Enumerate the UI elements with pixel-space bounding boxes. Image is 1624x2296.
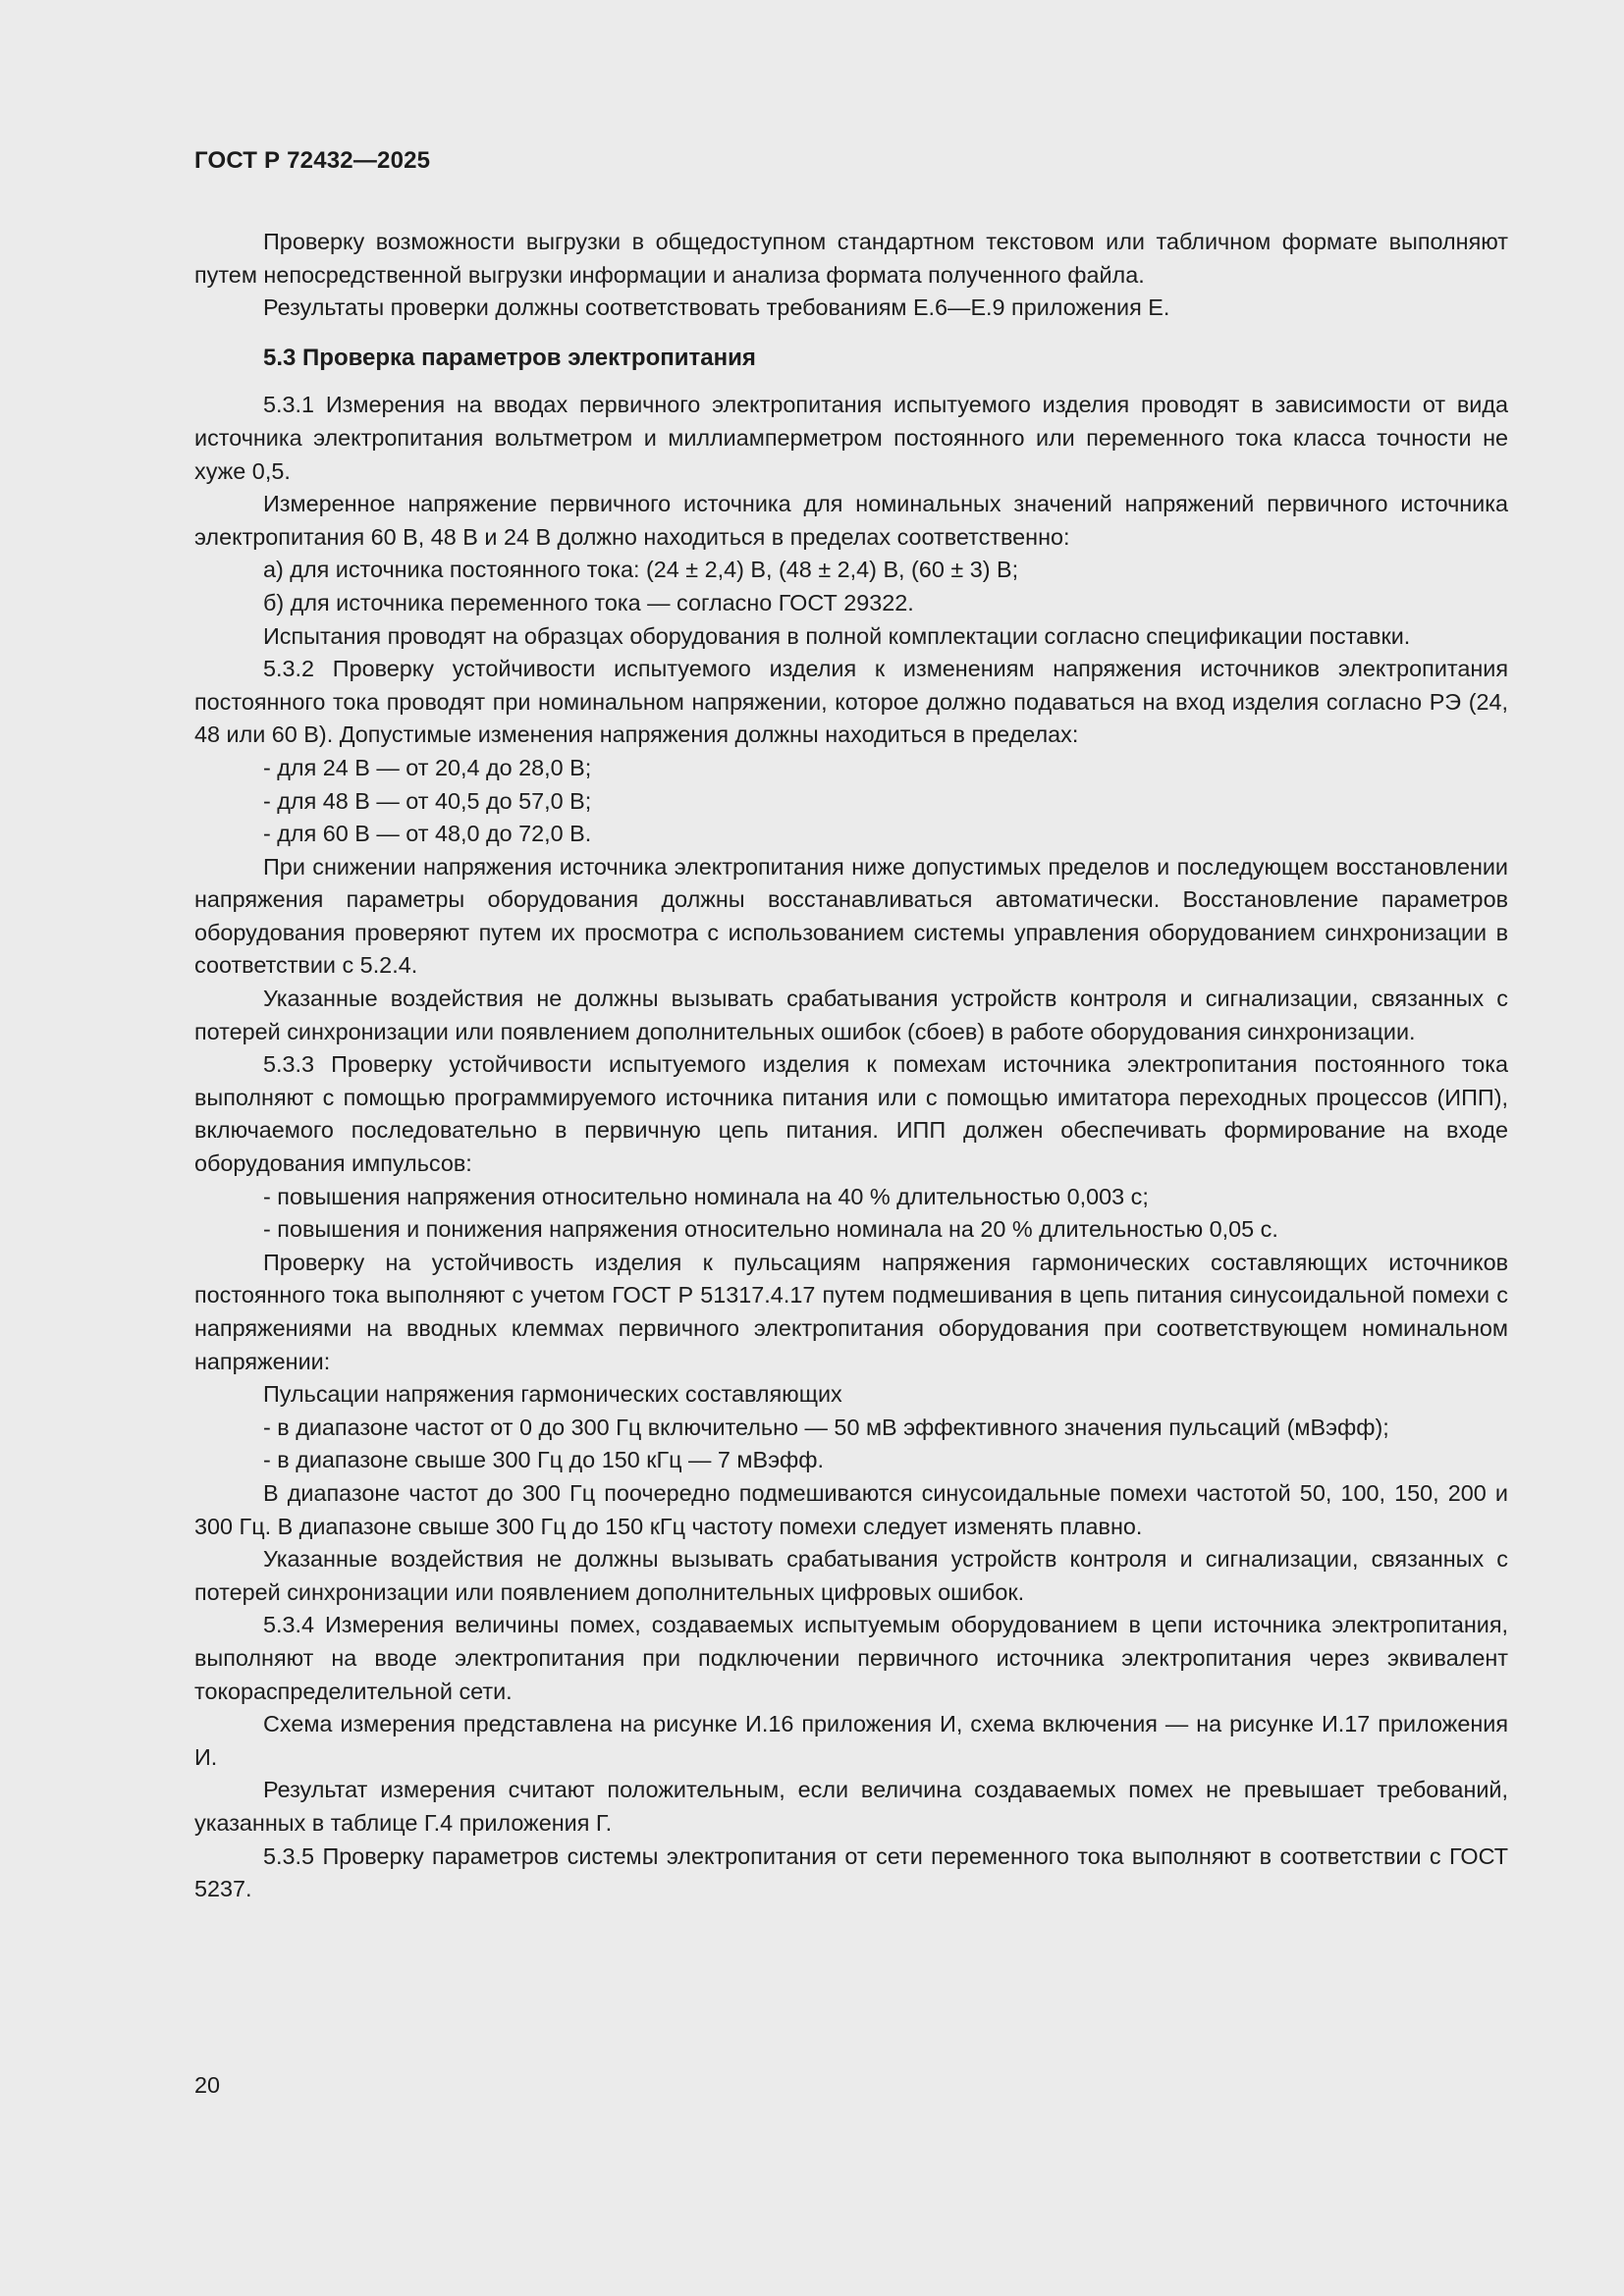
page-number: 20 xyxy=(194,2072,221,2098)
paragraph-5-3-2: 5.3.2 Проверку устойчивости испытуемого изделия к изменениям напряжения источников электропитания постоянного тока проводят при номинальном напряжении, которое должно подаваться на вход изделия согласно РЭ (24, 48 или 60 В). Допустимые изменения напряжения должны находиться в пределах: xyxy=(194,656,1508,748)
paragraph-effects-2: Указанные воздействия не должны вызывать срабатывания устройств контроля и сигнализации, связанных с потерей синхронизации или появлением дополнительных цифровых ошибок. xyxy=(194,1546,1508,1605)
paragraph-5-3-5: 5.3.5 Проверку параметров системы электропитания от сети переменного тока выполняют в соответствии с ГОСТ 5237. xyxy=(194,1842,1508,1902)
list-item-60v: - для 60 В — от 48,0 до 72,0 В. xyxy=(263,821,592,847)
paragraph-5-3-1: 5.3.1 Измерения на вводах первичного электропитания испытуемого изделия проводят в зависимости от вида источника электропитания вольтметром и миллиамперметром постоянного или переменного тока класса точности не хуже 0,5. xyxy=(194,392,1508,484)
section-heading-5-3: 5.3 Проверка параметров электропитания xyxy=(263,344,756,371)
paragraph-export-check: Проверку возможности выгрузки в общедоступном стандартном текстовом или табличном формате выполняют путем непосредственной выгрузки информации и анализа формата полученного файла. xyxy=(194,229,1508,288)
paragraph-harmonic: Пульсации напряжения гармонических составляющих xyxy=(263,1381,842,1408)
list-item-24v: - для 24 В — от 20,4 до 28,0 В; xyxy=(263,754,592,780)
list-item-b: б) для источника переменного тока — согласно ГОСТ 29322. xyxy=(263,589,914,615)
paragraph-scheme: Схема измерения представлена на рисунке И.16 приложения И, схема включения — на рисунке И.17 приложения И. xyxy=(194,1711,1508,1770)
list-item-48v: - для 48 В — от 40,5 до 57,0 В; xyxy=(263,787,592,814)
paragraph-5-3-3: 5.3.3 Проверку устойчивости испытуемого изделия к помехам источника электропитания постоянного тока выполняют с помощью программируемого источника питания или с помощью имитатора переходных процессов (ИПП), включаемого последовательно в первичную цепь питания. ИПП должен обеспечивать формирование на входе оборудования импульсов: xyxy=(194,1051,1508,1177)
document-page xyxy=(194,0,1508,2296)
list-item-range-150khz: - в диапазоне свыше 300 Гц до 150 кГц — 7 мВэфф. xyxy=(263,1447,825,1473)
list-item-pulse-40: - повышения напряжения относительно номинала на 40 % длительностью 0,003 с; xyxy=(263,1183,1149,1209)
paragraph-result: Результат измерения считают положительным, если величина создаваемых помех не превышает требований, указанных в таблице Г.4 приложения Г. xyxy=(194,1777,1508,1836)
paragraph-5-3-4: 5.3.4 Измерения величины помех, создаваемых испытуемым оборудованием в цепи источника электропитания, выполняют на вводе электропитания при подключении первичного источника электропитания через эквивалент токораспределительной сети. xyxy=(194,1612,1508,1704)
paragraph-tests: Испытания проводят на образцах оборудования в полной комплектации согласно спецификации поставки. xyxy=(263,622,1411,649)
paragraph-pulsation: Проверку на устойчивость изделия к пульсациям напряжения гармонических составляющих источников постоянного тока выполняют с учетом ГОСТ Р 51317.4.17 путем подмешивания в цепь питания синусоидальной помехи с напряжениями на вводных клеммах первичного электропитания оборудования при соответствующем номинальном напряжении: xyxy=(194,1249,1508,1374)
list-item-pulse-20: - повышения и понижения напряжения относительно номинала на 20 % длительностью 0,05 с. xyxy=(263,1216,1278,1243)
paragraph-frequencies: В диапазоне частот до 300 Гц поочередно подмешиваются синусоидальные помехи частотой 50, 100, 150, 200 и 300 Гц. В диапазоне свыше 300 Гц до 150 кГц частоту помехи следует изменять плавно. xyxy=(194,1479,1508,1539)
paragraph-effects-1: Указанные воздействия не должны вызывать срабатывания устройств контроля и сигнализации, связанных с потерей синхронизации или появлением дополнительных ошибок (сбоев) в работе оборудования синхронизации. xyxy=(194,986,1508,1044)
document-header: ГОСТ Р 72432—2025 xyxy=(194,147,431,174)
list-item-range-300hz: - в диапазоне частот от 0 до 300 Гц включительно — 50 мВ эффективного значения пульсаций (мВэфф); xyxy=(263,1414,1389,1440)
paragraph-voltage-drop: При снижении напряжения источника электропитания ниже допустимых пределов и последующем восстановлении напряжения параметры оборудования должны восстанавливаться автоматически. Восстановление параметров оборудования проверяют путем их просмотра с использованием системы управления оборудованием синхронизации в соответствии с 5.2.4. xyxy=(194,853,1508,979)
document-body xyxy=(194,226,1508,1906)
list-item-a: а) для источника постоянного тока: (24 ± 2,4) В, (48 ± 2,4) В, (60 ± 3) В; xyxy=(263,557,1019,583)
paragraph-export-results: Результаты проверки должны соответствовать требованиям Е.6—Е.9 приложения Е. xyxy=(263,294,1170,321)
paragraph-measured-voltage: Измеренное напряжение первичного источника для номинальных значений напряжений первичного источника электропитания 60 В, 48 В и 24 В должно находиться в пределах соответственно: xyxy=(194,491,1508,550)
